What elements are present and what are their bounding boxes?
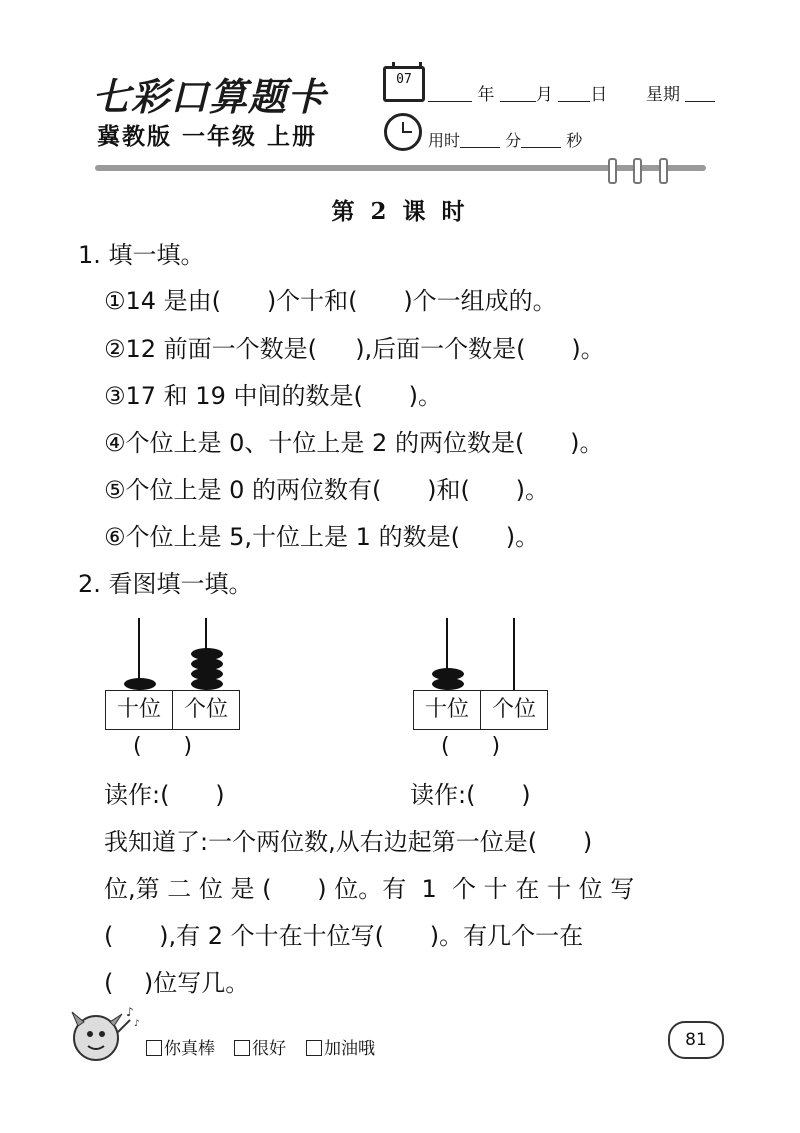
summary-line: ( ),有 2 个十在十位写( )。有几个一在 [104,922,584,950]
question-1-title: 1. 填一填。 [78,241,205,269]
summary-line: 位,第 二 位 是 ( ) 位。有 1 个 十 在 十 位 写 [104,875,635,903]
read-as-right: 读作:( ) [410,781,531,809]
read-as-left: 读作:( ) [104,781,225,809]
tens-label: 十位 [116,697,161,722]
answer-paren: ( ) [133,734,193,759]
question-1-item: ⑤个位上是 0 的两位数有( )和( )。 [104,476,550,504]
ones-label: 个位 [172,691,239,729]
rating-label: 很好 [252,1039,286,1059]
minute-label: 分 [505,131,522,150]
rating-label: 加油哦 [324,1039,375,1059]
month-label: 月 [535,85,553,105]
binder-ring [633,158,642,184]
time-line [428,128,582,151]
rating-checkbox[interactable] [234,1040,250,1056]
place-value-box [105,690,240,730]
binder-ring [659,158,668,184]
question-2-title: 2. 看图填一填。 [78,570,253,598]
calendar-icon [383,66,425,102]
rating-option[interactable] [234,1034,286,1059]
rating-label: 你真棒 [164,1039,215,1059]
svg-text:♪: ♪ [134,1019,140,1029]
answer-paren: ( ) [441,734,501,759]
svg-text:♪: ♪ [126,1005,134,1019]
rating-option[interactable] [306,1034,375,1059]
ones-rod [513,618,515,690]
question-1-item: ③17 和 19 中间的数是( )。 [104,382,442,410]
question-1-item: ①14 是由( )个十和( )个一组成的。 [104,287,557,315]
place-value-box [413,690,548,730]
rating-option[interactable] [146,1034,215,1059]
second-label: 秒 [566,131,583,150]
edition-label: 冀教版 一年级 上册 [97,124,318,150]
lesson-title: 第 2 课 时 [331,198,469,225]
tens-label: 十位 [424,697,469,722]
day-label: 日 [590,85,608,105]
question-1-item: ⑥个位上是 5,十位上是 1 的数是( )。 [104,523,540,551]
summary-line: ( )位写几。 [104,969,250,997]
brand-title: 七彩口算题卡 [92,74,327,119]
ones-bead [191,648,223,660]
rating-checkbox[interactable] [146,1040,162,1056]
year-label: 年 [477,85,495,105]
page-number: 81 [668,1021,724,1059]
abacus-right [413,618,553,768]
weekday-label: 星期 [646,85,681,105]
question-1-item: ④个位上是 0、十位上是 2 的两位数是( )。 [104,429,604,457]
date-line [428,80,715,105]
abacus-left [105,618,245,768]
rating-checkbox[interactable] [306,1040,322,1056]
tens-bead [432,668,464,680]
binder-ring [608,158,617,184]
ones-label: 个位 [480,691,547,729]
time-label: 用时 [428,131,461,150]
clock-icon [384,113,422,151]
question-1-item: ②12 前面一个数是( ),后面一个数是( )。 [104,335,605,363]
calendar-day: 07 [396,72,412,87]
tens-bead [124,678,156,690]
mascot-icon [64,1002,142,1072]
summary-line: 我知道了:一个两位数,从右边起第一位是( ) [104,828,593,856]
